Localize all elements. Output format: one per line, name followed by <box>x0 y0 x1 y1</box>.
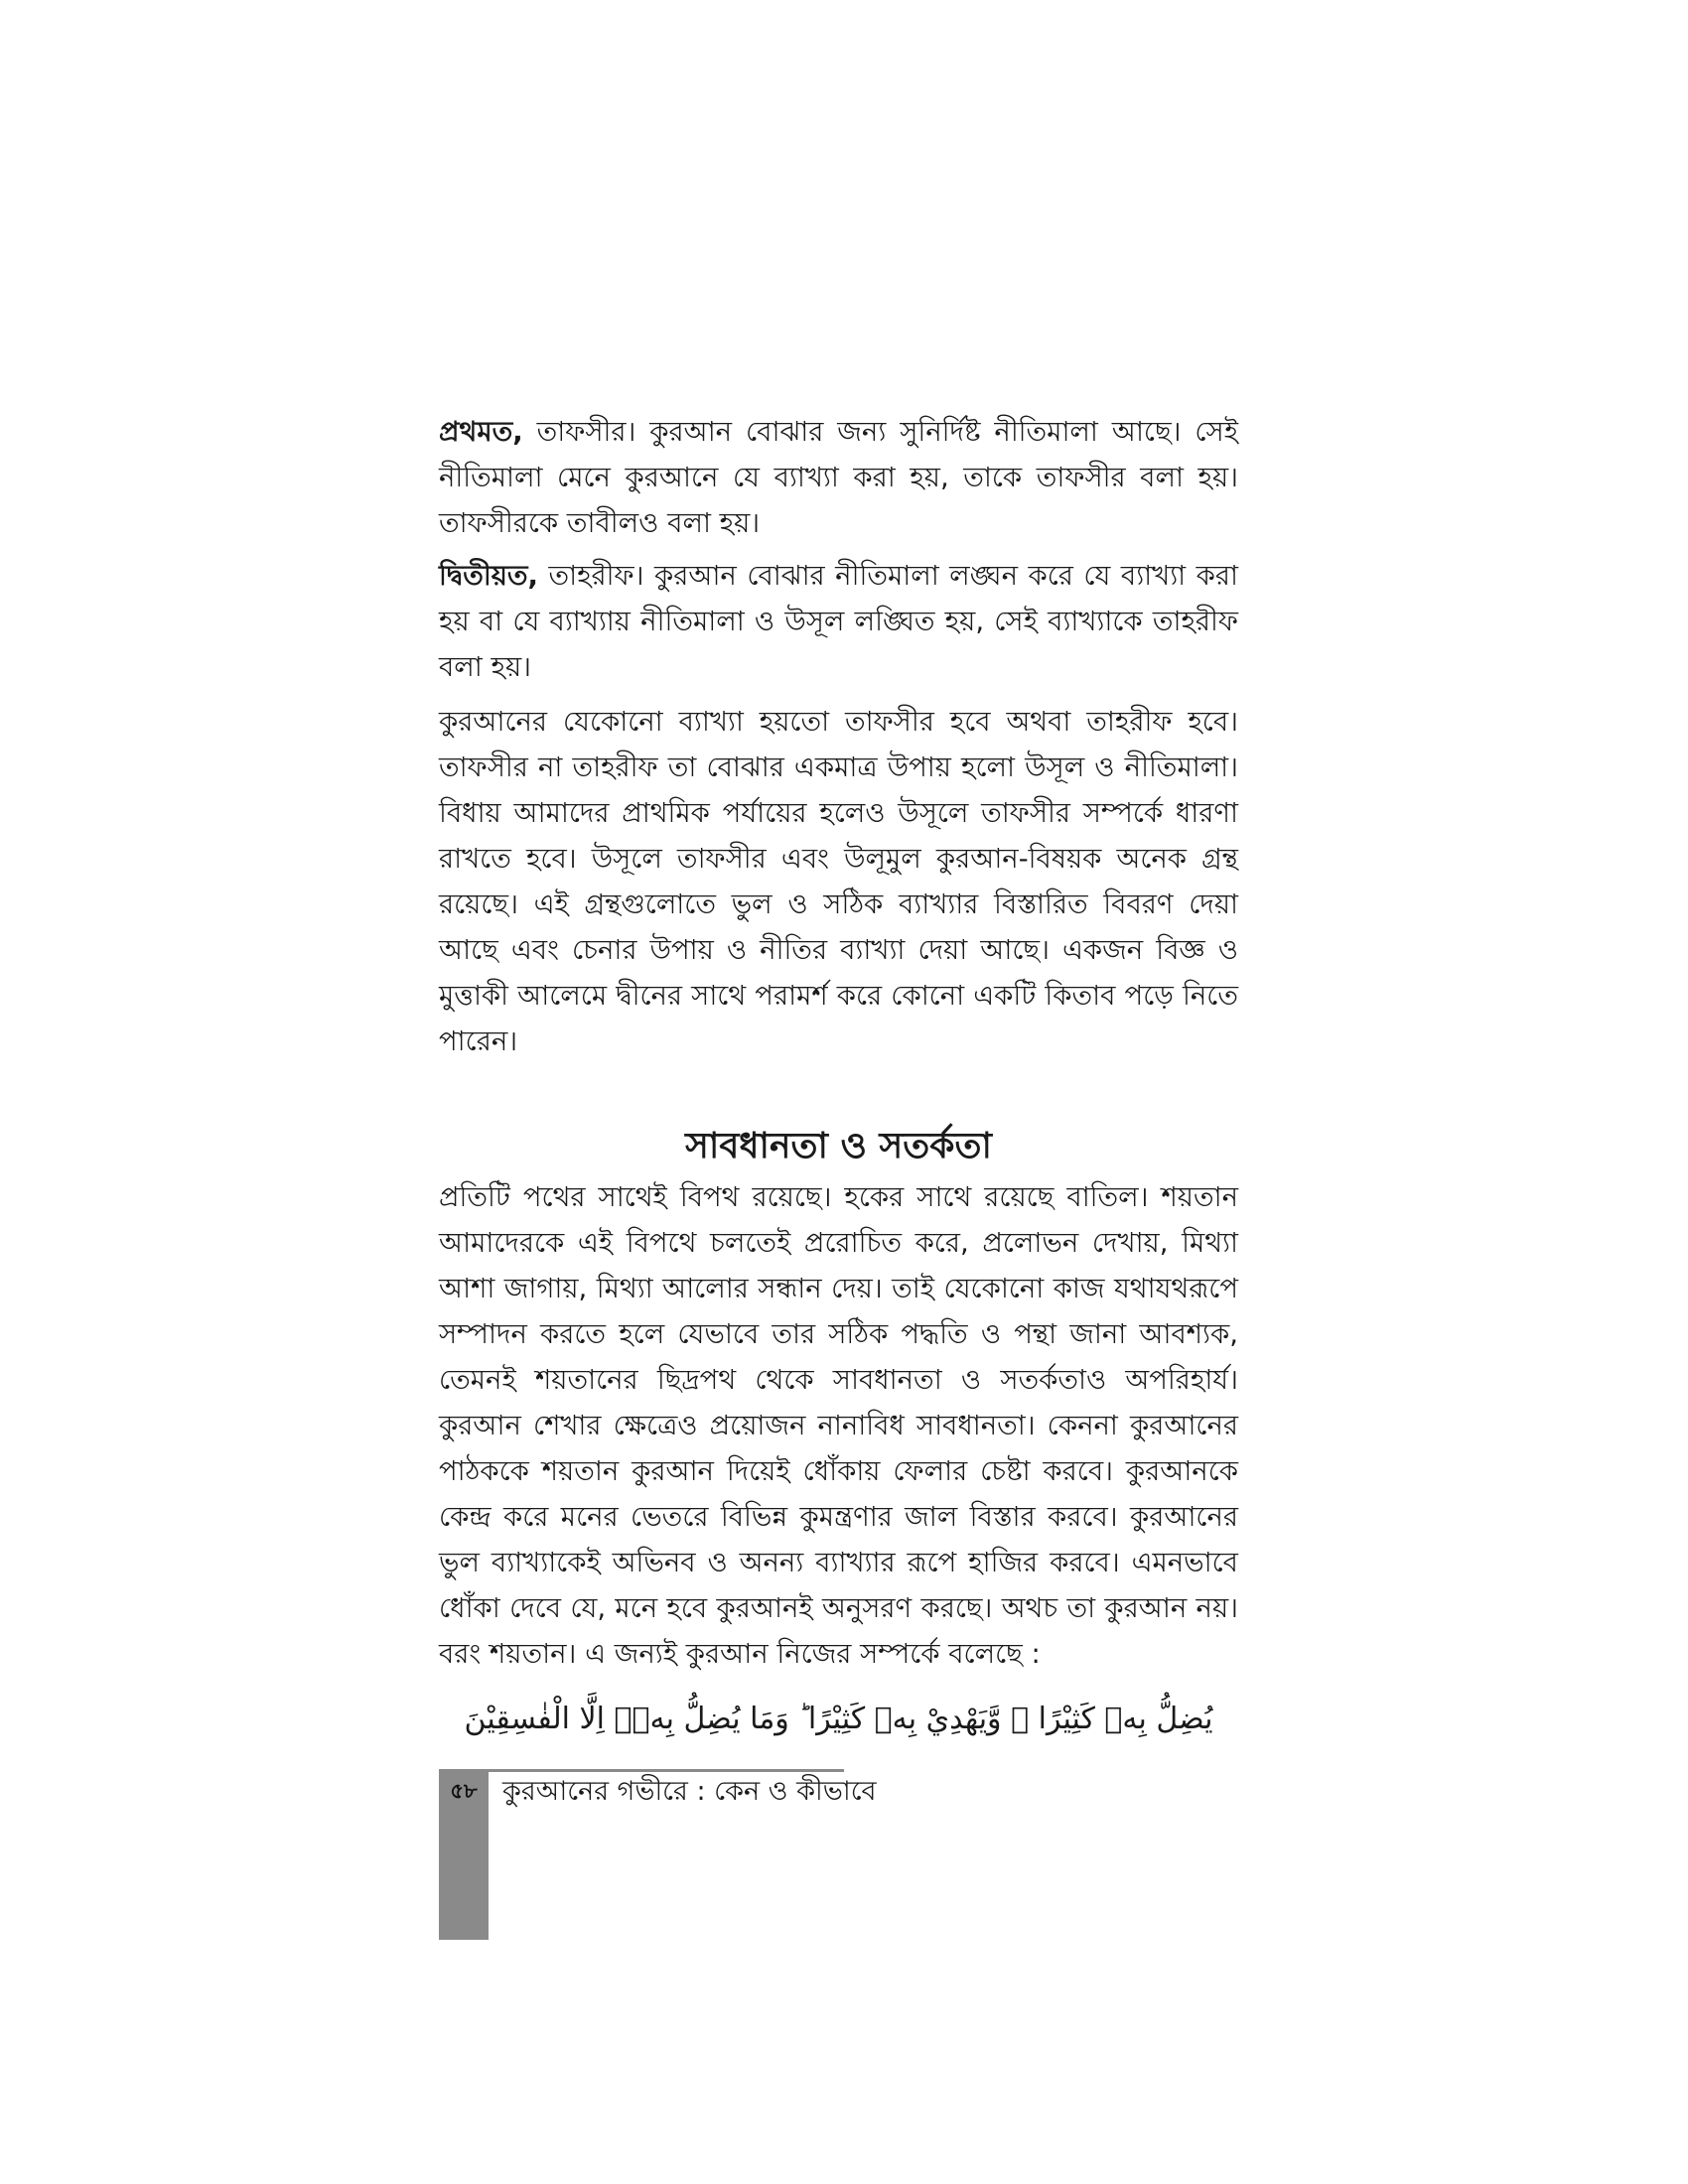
section-heading: সাবধানতা ও সতর্কতা <box>685 1125 992 1166</box>
paragraph-lead: প্রথমত, <box>439 416 523 448</box>
footer-rule <box>439 1769 844 1772</box>
arabic-verse: يُضِلُّ بِهٖ كَثِيْرًا ۙ وَّيَهْدِيْ بِهٖ كَثِيْرًا ؕ وَمَا يُضِلُّ بِهٖۤ اِلَّا الْفٰسِقِيْنَ <box>464 1702 1213 1736</box>
paragraph-text: তাফসীর। কুরআন বোঝার জন্য সুনির্দিষ্ট নীতিমালা আছে। সেই নীতিমালা মেনে কুরআনে যে ব্যাখ্যা করা হয়, তাকে তাফসীর বলা হয়। তাফসীরকে তাবীলও বলা হয়। <box>439 416 1238 539</box>
paragraph-third <box>439 699 1238 1064</box>
paragraph-lead: দ্বিতীয়ত, <box>439 560 538 592</box>
paragraph-text: কুরআনের যেকোনো ব্যাখ্যা হয়তো তাফসীর হবে অথবা তাহরীফ হবে। তাফসীর না তাহরীফ তা বোঝার একমাত্র উপায় হলো উসূল ও নীতিমালা। বিধায় আমাদের প্রাথমিক পর্যায়ের হলেও উসূলে তাফসীর সম্পর্কে ধারণা রাখতে হবে। উসূলে তাফসীর এবং উলূমুল কুরআন-বিষয়ক অনেক গ্রন্থ রয়েছে। এই গ্রন্থগুলোতে ভুল ও সঠিক ব্যাখ্যার বিস্তারিত বিবরণ দেয়া আছে এবং চেনার উপায় ও নীতির ব্যাখ্যা দেয়া আছে। একজন বিজ্ঞ ও মুত্তাকী আলেমে দ্বীনের সাথে পরামর্শ করে কোনো একটি কিতাব পড়ে নিতে পারেন। <box>439 706 1239 1057</box>
paragraph-first <box>439 409 1238 546</box>
paragraph-second <box>439 553 1238 690</box>
paragraph-text: তাহরীফ। কুরআন বোঝার নীতিমালা লঙ্ঘন করে যে ব্যাখ্যা করা হয় বা যে ব্যাখ্যায় নীতিমালা ও উসূল লঙ্ঘিত হয়, সেই ব্যাখ্যাকে তাহরীফ বলা হয়। <box>439 560 1238 683</box>
paragraph-text: প্রতিটি পথের সাথেই বিপথ রয়েছে। হকের সাথে রয়েছে বাতিল। শয়তান আমাদেরকে এই বিপথে চলতেই প্ররোচিত করে, প্রলোভন দেখায়, মিথ্যা আশা জাগায়, মিথ্যা আলোর সন্ধান দেয়। তাই যেকোনো কাজ যথাযথরূপে সম্পাদন করতে হলে যেভাবে তার সঠিক পদ্ধতি ও পন্থা জানা আবশ্যক, তেমনই শয়তানের ছিদ্রপথ থেকে সাবধানতা ও সতর্কতাও অপরিহার্য। কুরআন শেখার ক্ষেত্রেও প্রয়োজন নানাবিধ সাবধানতা। কেননা কুরআনের পাঠককে শয়তান কুরআন দিয়েই ধোঁকায় ফেলার চেষ্টা করবে। কুরআনকে কেন্দ্র করে মনের ভেতরে বিভিন্ন কুমন্ত্রণার জাল বিস্তার করবে। কুরআনের ভুল ব্যাখ্যাকেই অভিনব ও অনন্য ব্যাখ্যার রূপে হাজির করবে। এমনভাবে ধোঁকা দেবে যে, মনে হবে কুরআনই অনুসরণ করছে। অথচ তা কুরআন নয়। বরং শয়তান। এ জন্যই কুরআন নিজের সম্পর্কে বলেছে : <box>439 1181 1238 1670</box>
paragraph-caution <box>439 1174 1238 1677</box>
running-title: কুরআনের গভীরে : কেন ও কীভাবে <box>502 1776 877 1807</box>
page-number: ৫৮ <box>450 1779 478 1803</box>
